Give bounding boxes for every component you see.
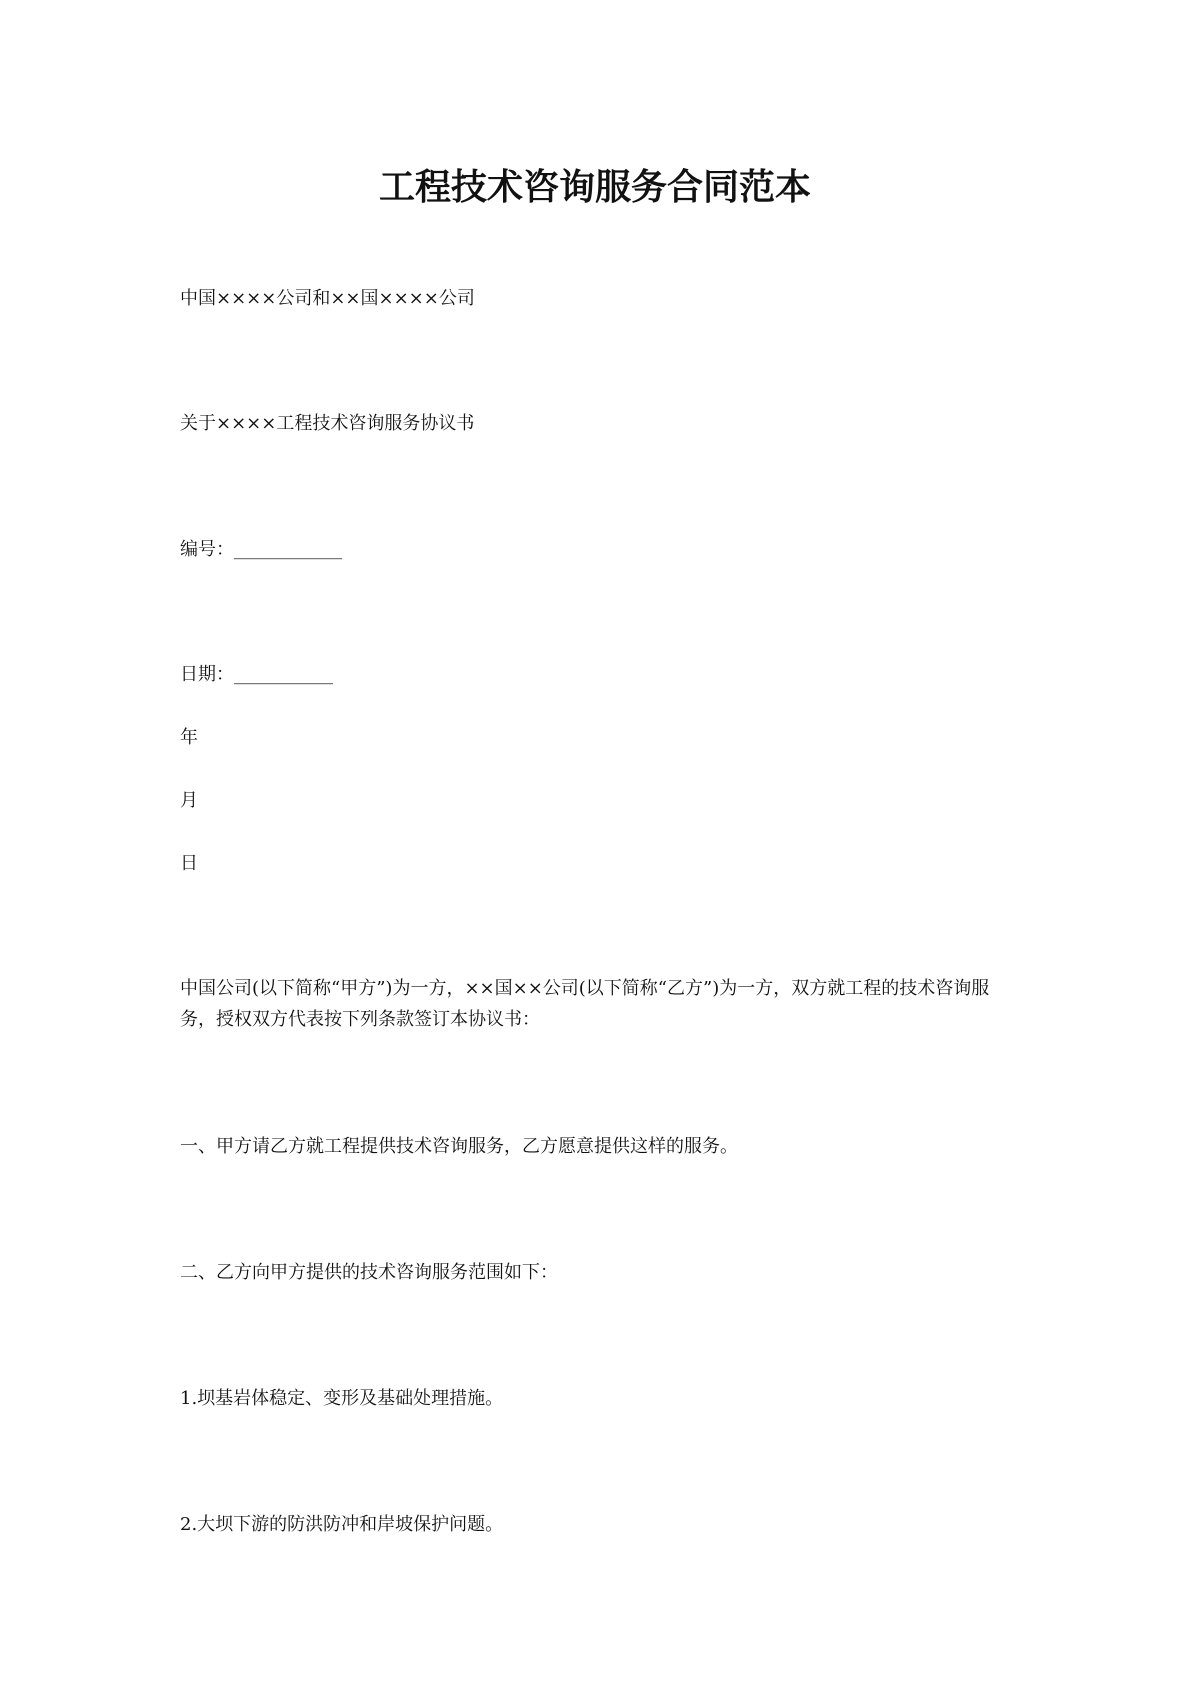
- date-field: [180, 660, 333, 689]
- scope-item-2: 2.大坝下游的防洪防冲和岸坡保护问题。: [180, 1514, 504, 1535]
- date-label: 日期：: [180, 664, 234, 685]
- year-label: 年: [180, 727, 198, 748]
- agreement-subject: 关于××××工程技术咨询服务协议书: [180, 413, 475, 434]
- parties-line: 中国××××公司和××国××××公司: [180, 288, 475, 309]
- scope-item-1: 1.坝基岩体稳定、变形及基础处理措施。: [180, 1388, 504, 1409]
- number-label: 编号：: [180, 539, 234, 560]
- number-field: [180, 535, 342, 564]
- date-blank: ___________: [234, 664, 333, 685]
- number-blank: ____________: [234, 539, 342, 560]
- clause-1: 一、甲方请乙方就工程提供技术咨询服务，乙方愿意提供这样的服务。: [180, 1136, 738, 1157]
- document-title: 工程技术咨询服务合同范本: [378, 166, 811, 208]
- day-label: 日: [180, 853, 198, 874]
- preamble-paragraph: 中国公司(以下简称“甲方”)为一方，××国××公司(以下简称“乙方”)为一方，双方就工程的技术咨询服务，授权双方代表按下列条款签订本协议书：: [180, 978, 990, 1030]
- clause-2: 二、乙方向甲方提供的技术咨询服务范围如下：: [180, 1262, 558, 1283]
- month-label: 月: [180, 790, 198, 811]
